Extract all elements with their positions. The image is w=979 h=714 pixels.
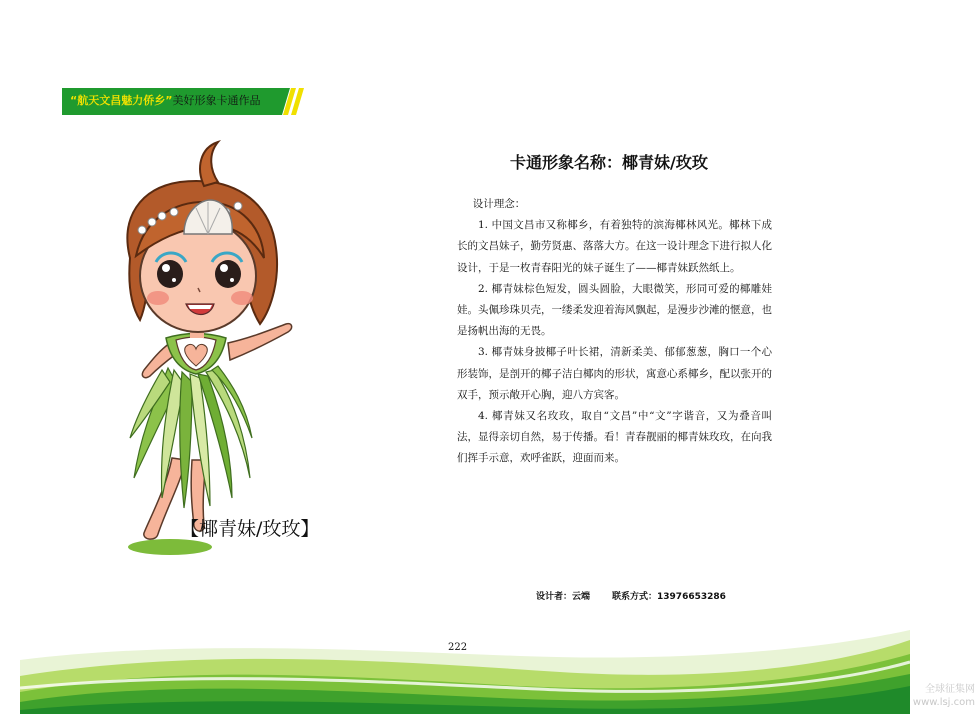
article-paragraph: 4. 椰青妹又名玫玫，取自“文昌”中“文”字谐音，又为叠音叫法，显得亲切自然，易于传播。看！青春靓丽的椰青妹玫玫，在向我们挥手示意，欢呼雀跃，迎面而来。	[457, 410, 772, 465]
article-body	[457, 194, 772, 470]
article-paragraph: 3. 椰青妹身披椰子叶长裙，清新柔美、郁郁葱葱，胸口一个心形装饰，是剖开的椰子洁白椰肉的形状，寓意心系椰乡，配以张开的双手，预示敞开心胸，迎八方宾客。	[457, 346, 772, 401]
watermark-line-1: 全球征集网	[925, 684, 975, 695]
article-paragraph: 2. 椰青妹棕色短发，圆头圆脸，大眼微笑，形同可爱的椰雕娃娃。头佩珍珠贝壳，一缕柔发迎着海风飘起，是漫步沙滩的惬意，也是扬帆出海的无畏。	[457, 282, 772, 338]
banner-highlight: 航天文昌魅力侨乡	[77, 94, 166, 107]
designer-credit	[536, 589, 726, 602]
mascot-illustration	[100, 138, 330, 558]
banner-quote-close: ”	[165, 94, 173, 107]
watermark-line-2: www.lsj.com	[912, 697, 975, 708]
mascot-caption: 【椰青妹/玫玫】	[180, 518, 320, 540]
watermark	[900, 683, 975, 709]
header-banner	[62, 88, 308, 115]
banner-quote-open: “	[70, 94, 78, 107]
designer-name: 设计者：云端	[536, 592, 591, 602]
article-title: 卡通形象名称：椰青妹/玫玫	[510, 153, 708, 172]
banner-suffix: 美好形象卡通作品	[172, 94, 261, 107]
banner-title	[70, 93, 260, 109]
article-paragraph: 设计理念：	[472, 198, 526, 210]
green-wave-decoration	[0, 620, 979, 714]
contact-info: 联系方式：13976653286	[612, 592, 726, 602]
article-paragraph: 1. 中国文昌市又称椰乡，有着独特的滨海椰林风光。椰林下成长的文昌妹子，勤劳贤惠、落落大方。在这一设计理念下进行拟人化设计，于是一枚青春阳光的妹子诞生了——椰青妹跃然纸上。	[457, 219, 772, 274]
page-number: 222	[448, 642, 468, 653]
